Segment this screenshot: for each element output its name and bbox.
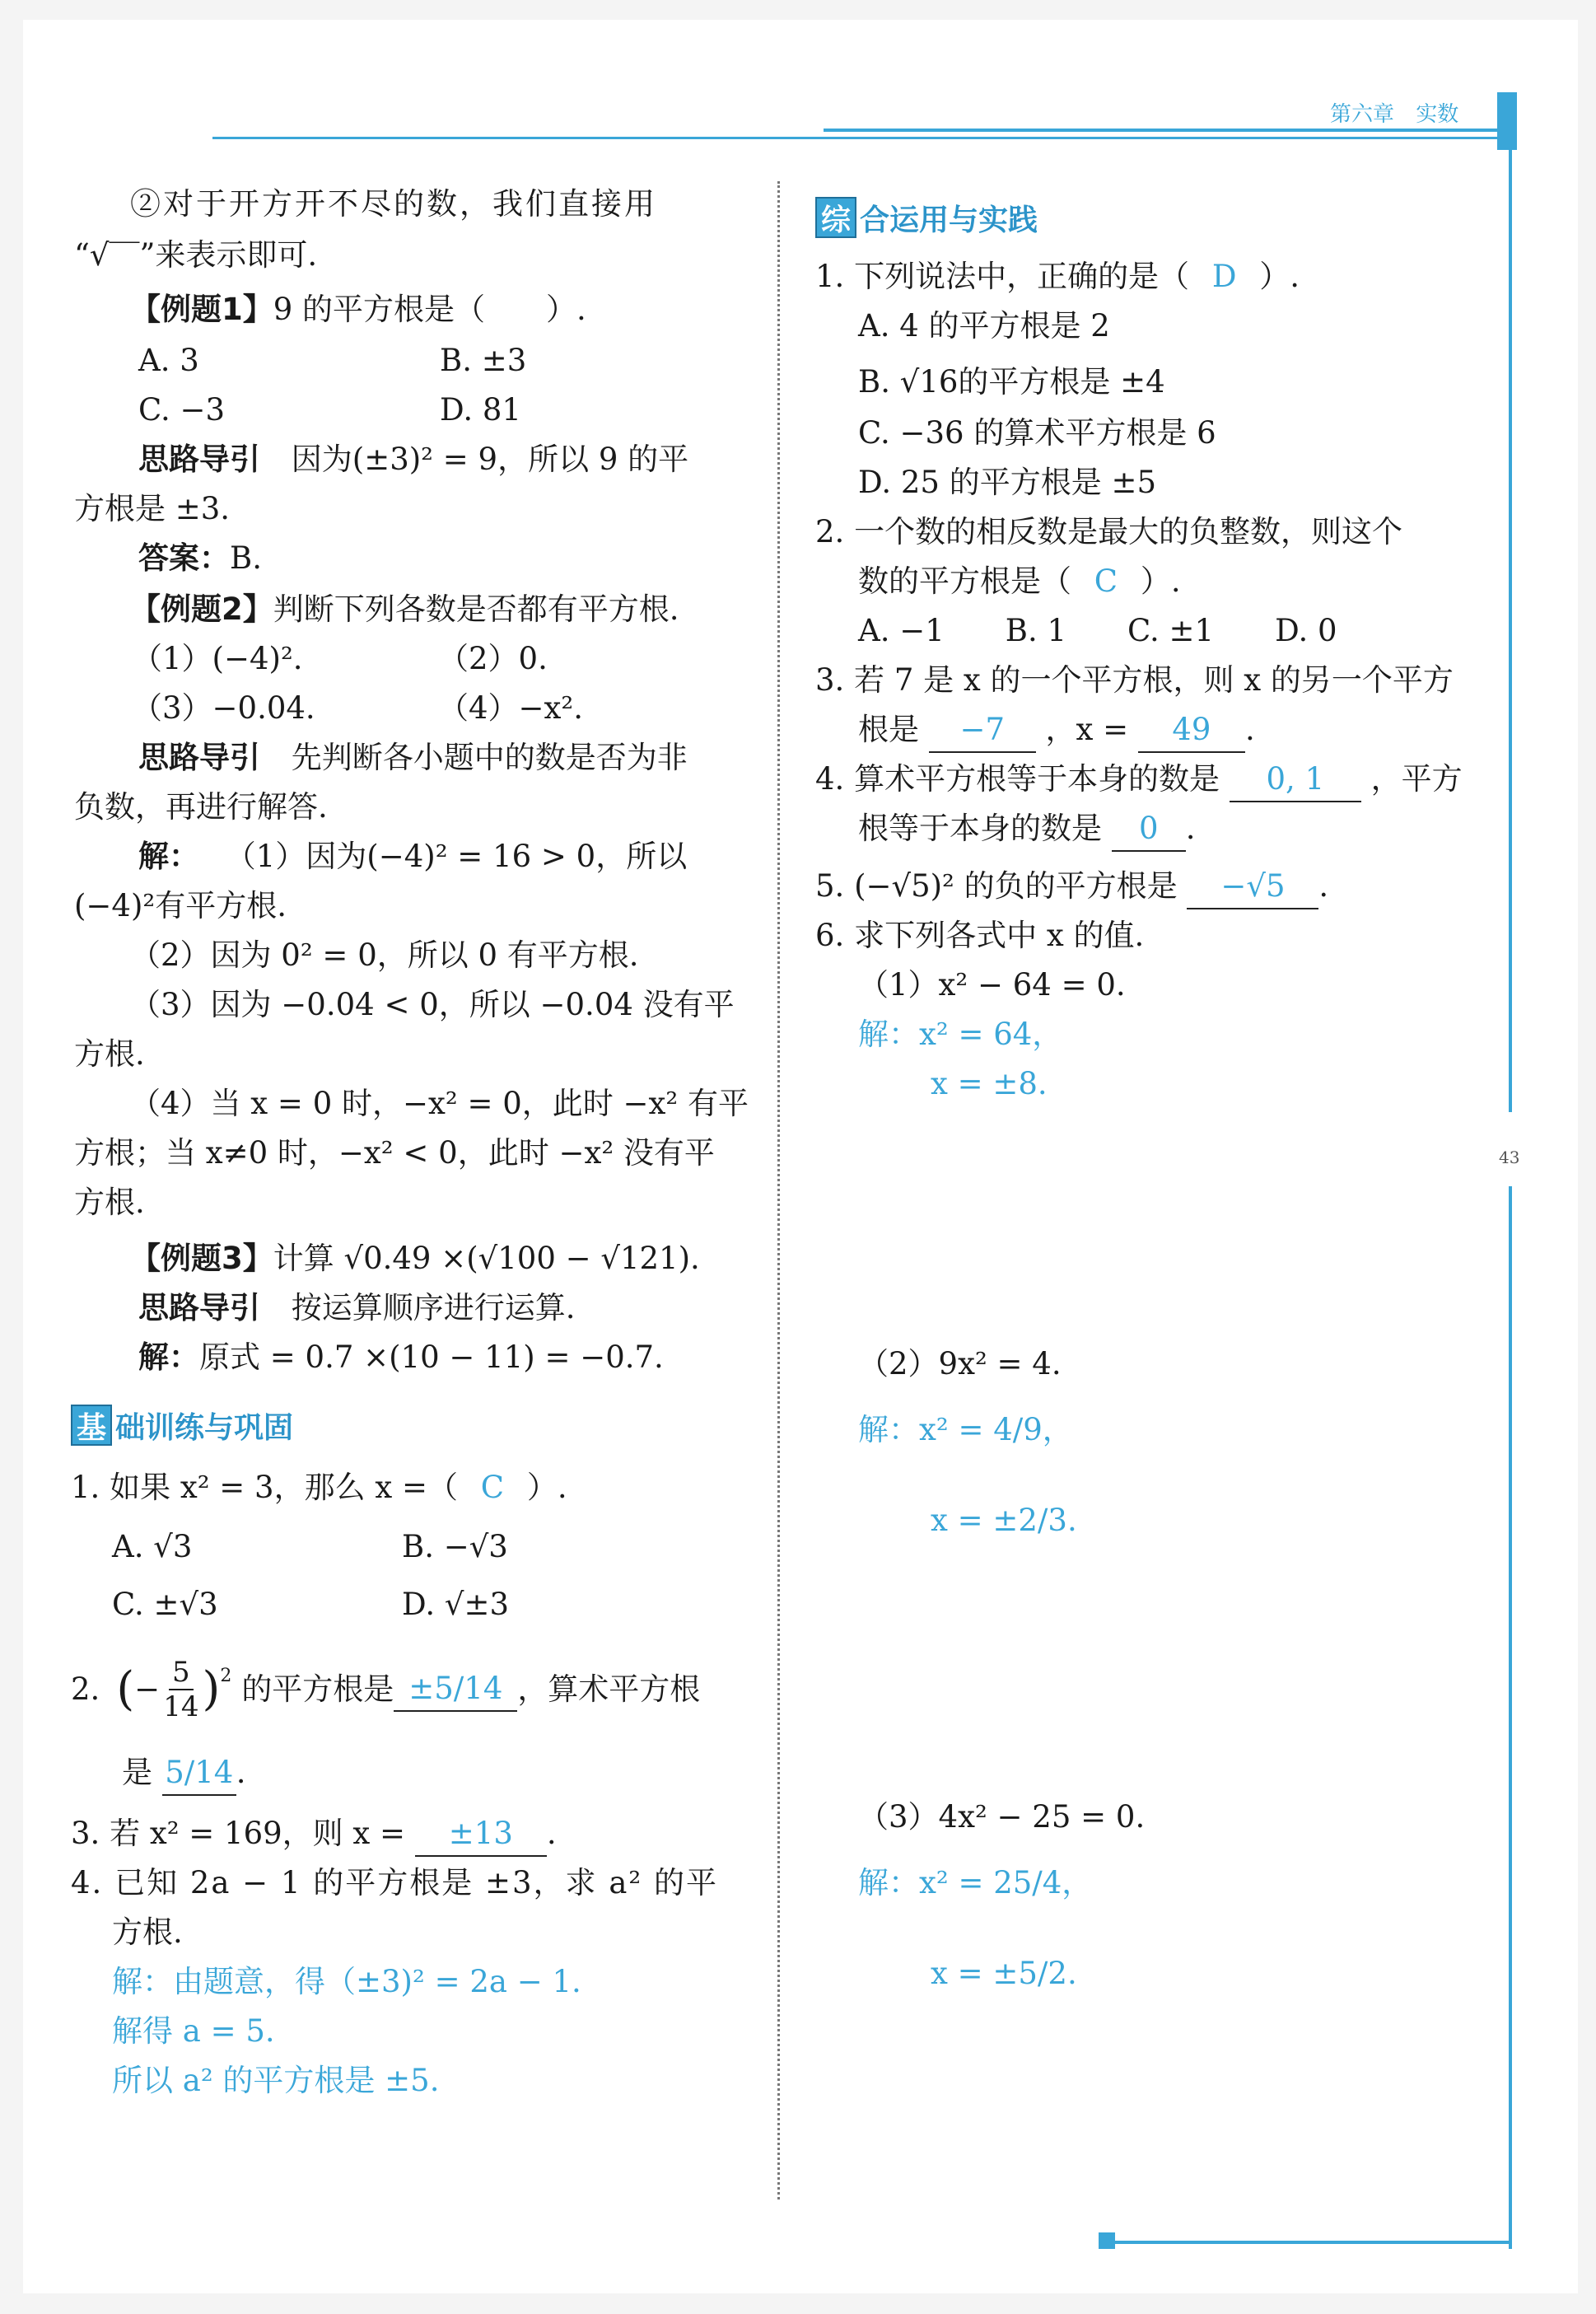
question-text: 根是: [858, 712, 919, 747]
practice-q6-part1-sol2: x = ±8.: [931, 1066, 1048, 1101]
right-edge-rule-lower: [1509, 1186, 1512, 2249]
basic-q2-cont: [122, 1751, 246, 1796]
practice-q6-part2-sol1: 解：x² = 4/9，: [858, 1412, 1073, 1447]
example1-title: 【例题1】: [130, 292, 273, 327]
section-title: 合运用与实践: [860, 203, 1038, 237]
basic-q4: 4. 已知 2a − 1 的平方根是 ±3，求 a² 的平: [71, 1865, 718, 1900]
example2-guide: [138, 736, 688, 779]
answer-choice: D: [1211, 259, 1237, 294]
basic-q1-option-c: C. ±√3: [112, 1587, 218, 1622]
example3-title: 【例题3】: [130, 1241, 273, 1276]
answer-blank: [415, 1812, 547, 1857]
answer-label: 答案：: [138, 540, 230, 576]
example1-text: 9 的平方根是（ ）.: [273, 292, 586, 327]
answer-blank-2: [1138, 708, 1245, 753]
exponent: 2: [220, 1666, 232, 1686]
practice-q6-part2: （2）9x² = 4.: [858, 1346, 1062, 1381]
example1-option-d: D. 81: [440, 392, 521, 428]
question-text: 数的平方根是（: [858, 563, 1071, 599]
question-text: 3. 若 x² = 169，则 x =: [71, 1816, 406, 1851]
practice-q4-cont: [858, 807, 1196, 852]
solution-label: 解：: [138, 839, 199, 874]
basic-q1-option-d: D. √±3: [402, 1587, 509, 1622]
example1-option-a: A. 3: [138, 343, 199, 378]
question-text-2: ，平方: [1370, 761, 1463, 797]
question-text-2: ，x =: [1045, 712, 1129, 747]
guide-text: 因为(±3)² = 9，所以 9 的平: [291, 442, 689, 477]
solution-label: 解：: [138, 1339, 199, 1375]
edge-tab: [1497, 92, 1517, 150]
guide-label: 思路导引: [138, 740, 260, 775]
example1-answer: [138, 537, 262, 580]
section-title: 础训练与巩固: [115, 1410, 294, 1445]
practice-q1-option-d: D. 25 的平方根是 ±5: [858, 465, 1157, 500]
example1-guide: [138, 438, 688, 481]
answer-value: −√5: [1220, 868, 1286, 904]
question-text: 4. 算术平方根等于本身的数是: [815, 761, 1220, 797]
example2-item2: （2）0.: [438, 641, 548, 676]
intro-line2: “√‾‾”来表示即可.: [74, 237, 318, 273]
answer-value: 49: [1172, 712, 1211, 747]
example1-option-b: B. ±3: [440, 343, 527, 378]
question-text: 1. 如果 x² = 3，那么 x =（: [71, 1470, 458, 1505]
basic-q4-solution-1: 解：由题意，得（±3)² = 2a − 1.: [112, 1964, 581, 1999]
example2-item1: （1）(−4)².: [132, 641, 303, 676]
chapter-title: 实数: [1416, 102, 1459, 127]
question-text: 的平方根是: [241, 1671, 394, 1707]
section-box: 综: [815, 197, 856, 238]
example3-guide: [138, 1287, 576, 1330]
practice-q6-part2-sol2: x = ±2/3.: [931, 1503, 1077, 1538]
question-text: 是: [122, 1755, 152, 1790]
page-number: 43: [1499, 1148, 1520, 1167]
question-number: 2.: [71, 1671, 100, 1707]
question-end: ）.: [1259, 259, 1300, 294]
question-text-2: ，算术平方根: [517, 1671, 701, 1707]
example2-solution-3b: 方根.: [74, 1036, 145, 1072]
practice-q6-part1-sol1: 解：x² = 64，: [858, 1017, 1063, 1052]
example2-guide-cont: 负数，再进行解答.: [74, 789, 328, 825]
practice-q2-options: A. −1 B. 1 C. ±1 D. 0: [858, 613, 1337, 648]
practice-q3: 3. 若 7 是 x 的一个平方根，则 x 的另一个平方: [815, 662, 1454, 698]
basic-q1-option-a: A. √3: [112, 1529, 193, 1564]
guide-text: 按运算顺序进行运算.: [291, 1290, 576, 1325]
answer-blank-2: [162, 1751, 236, 1796]
practice-q6-part3: （3）4x² − 25 = 0.: [858, 1799, 1146, 1835]
practice-q6: 6. 求下列各式中 x 的值.: [815, 918, 1145, 953]
footer-square: [1099, 2232, 1115, 2249]
question-text: 1. 下列说法中，正确的是（: [815, 259, 1190, 294]
answer-value: ±13: [448, 1816, 513, 1851]
practice-q6-part3-sol1: 解：x² = 25/4，: [858, 1865, 1093, 1900]
practice-q2-cont: [858, 560, 1181, 603]
example2-solution-4: （4）当 x = 0 时，−x² = 0，此时 −x² 有平: [130, 1086, 749, 1121]
example2-solution-4c: 方根.: [74, 1185, 145, 1220]
answer-value: 5/14: [165, 1755, 234, 1790]
paren-close: ): [202, 1662, 221, 1716]
example2-item3: （3）−0.04.: [132, 690, 315, 726]
answer-choice: C: [1094, 563, 1118, 599]
period: .: [1244, 712, 1255, 747]
section-comprehensive: [815, 194, 1038, 241]
example3-question: [130, 1237, 700, 1280]
answer-value: ±5/14: [408, 1671, 503, 1706]
answer-value: 0: [1138, 811, 1159, 846]
practice-q3-cont: [858, 708, 1255, 753]
answer-choice: C: [480, 1470, 505, 1505]
question-text: 根等于本身的数是: [858, 811, 1102, 846]
chapter-label: 第六章: [1330, 102, 1395, 127]
example1-question: [130, 288, 586, 331]
example1-option-c: C. −3: [138, 392, 226, 428]
question-text: 5. (−√5)² 的负的平方根是: [815, 868, 1178, 904]
answer-blank-1: [929, 708, 1036, 753]
guide-text: 先判断各小题中的数是否为非: [291, 740, 688, 775]
section-basic-training: [71, 1402, 293, 1448]
example2-item4: （4）−x².: [438, 690, 584, 726]
period: .: [236, 1755, 246, 1790]
example1-guide-cont: 方根是 ±3.: [74, 491, 231, 526]
basic-q4-solution-3: 所以 a² 的平方根是 ±5.: [112, 2063, 440, 2098]
right-edge-rule: [1509, 148, 1512, 1112]
answer-value: −7: [959, 712, 1006, 747]
practice-q6-part3-sol2: x = ±5/2.: [931, 1956, 1077, 1991]
example3-solution: [138, 1336, 664, 1379]
basic-q2: [71, 1656, 700, 1723]
practice-q1: [815, 255, 1300, 298]
example2-solution-1: [138, 835, 687, 878]
answer-value: 0, 1: [1266, 761, 1325, 797]
intro-line1: ②对于开方开不尽的数，我们直接用: [130, 186, 657, 222]
example2-solution-3: （3）因为 −0.04 < 0，所以 −0.04 没有平: [130, 987, 735, 1022]
practice-q1-option-c: C. −36 的算术平方根是 6: [858, 415, 1216, 451]
practice-q2: 2. 一个数的相反数是最大的负整数，则这个: [815, 514, 1403, 549]
example2-solution-2: （2）因为 0² = 0，所以 0 有平方根.: [130, 937, 639, 973]
guide-label: 思路导引: [138, 442, 260, 477]
fraction: $\frac{5}{14}$: [163, 1656, 199, 1723]
practice-q5: [815, 865, 1328, 909]
example2-title: 【例题2】: [130, 591, 273, 627]
section-box: 基: [71, 1405, 112, 1446]
period: .: [1318, 868, 1329, 904]
footer-rule: [1104, 2241, 1512, 2244]
header-rule: [212, 137, 1497, 139]
answer-blank-2: [1112, 807, 1186, 852]
answer-text: B.: [230, 540, 262, 576]
practice-q1-option-b: B. √16的平方根是 ±4: [858, 364, 1165, 400]
solution-text: 原式 = 0.7 ×(10 − 11) = −0.7.: [199, 1339, 664, 1375]
practice-q1-option-a: A. 4 的平方根是 2: [858, 308, 1110, 344]
minus-sign: −: [134, 1671, 161, 1707]
question-end: ）.: [1140, 563, 1181, 599]
fraction-expression: (: [116, 1662, 135, 1716]
guide-label: 思路导引: [138, 1290, 260, 1325]
basic-q1: [71, 1466, 567, 1509]
example2-text: 判断下列各数是否都有平方根.: [273, 591, 679, 627]
answer-blank-1: [394, 1667, 517, 1712]
example3-text: 计算 √0.49 ×(√100 − √121).: [273, 1241, 700, 1276]
basic-q4-cont: 方根.: [112, 1914, 183, 1950]
basic-q1-option-b: B. −√3: [402, 1529, 508, 1564]
period: .: [546, 1816, 557, 1851]
solution-text: （1）因为(−4)² = 16 > 0，所以: [225, 839, 688, 874]
basic-q4-solution-2: 解得 a = 5.: [112, 2013, 275, 2049]
answer-blank-1: [1230, 758, 1361, 802]
example2-solution-1b: (−4)²有平方根.: [74, 888, 287, 923]
period: .: [1185, 811, 1196, 846]
column-divider: [777, 181, 780, 2199]
answer-blank: [1187, 865, 1318, 909]
practice-q4: [815, 758, 1463, 802]
header-rule-thick: [824, 129, 1497, 132]
basic-q3: [71, 1812, 557, 1857]
header-chapter: [1330, 97, 1458, 128]
practice-q6-part1: （1）x² − 64 = 0.: [858, 967, 1126, 1003]
example2-question: [130, 588, 679, 631]
example2-solution-4b: 方根；当 x≠0 时，−x² < 0，此时 −x² 没有平: [74, 1135, 715, 1171]
question-end: ）.: [526, 1470, 567, 1505]
